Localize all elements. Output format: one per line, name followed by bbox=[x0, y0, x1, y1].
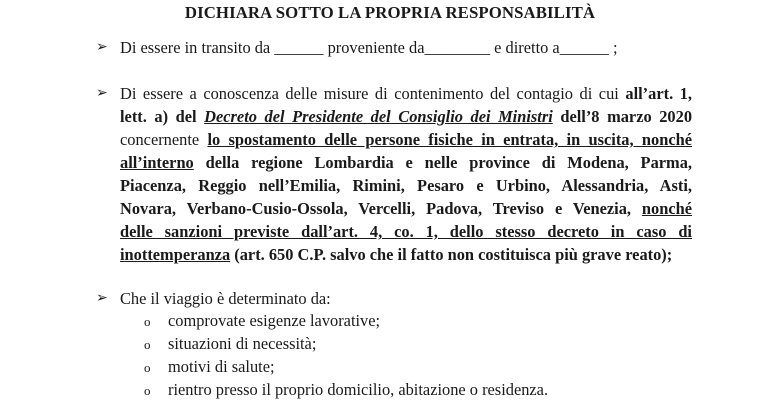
text-run-bold-underlined: lo spostamento delle persone fisiche in entrata, in uscita, nonché bbox=[207, 130, 692, 149]
awareness-line-5: Piacenza, Reggio nell’Emilia, Rimini, Pesaro e Urbino, Alessandria, Asti, bbox=[120, 176, 692, 195]
circle-bullet-icon: o bbox=[144, 360, 151, 375]
awareness-line-1 bbox=[120, 84, 692, 104]
reason-item: comprovate esigenze lavorative; bbox=[168, 311, 381, 330]
text-run-bold-underlined: nonché bbox=[641, 199, 692, 218]
text-run-bold: dell’8 marzo 2020 bbox=[552, 107, 693, 126]
text-run: Di essere a conoscenza delle misure di contenimento del contagio di cui bbox=[120, 84, 626, 103]
awareness-line-7: delle sanzioni previste dall’art. 4, co. 1, dello stesso decreto in caso di bbox=[120, 222, 692, 241]
text-run-bold: lett. a) del bbox=[120, 107, 205, 126]
arrow-bullet-icon: ➢ bbox=[96, 40, 108, 55]
text-run-bold: all’art. 1, bbox=[625, 84, 692, 103]
awareness-line-2 bbox=[120, 107, 692, 127]
transit-statement: Di essere in transito da ______ proveniente da________ e diretto a______ ; bbox=[120, 38, 618, 57]
page-title: DICHIARA SOTTO LA PROPRIA RESPONSABILITÀ bbox=[184, 3, 596, 22]
circle-bullet-icon: o bbox=[144, 337, 151, 352]
circle-bullet-icon: o bbox=[144, 314, 151, 329]
text-run-bold: (art. 650 C.P. salvo che il fatto non costituisca più grave reato); bbox=[230, 245, 673, 264]
text-run-bold: della regione Lombardia e nelle province di Modena, Parma, bbox=[193, 153, 692, 172]
arrow-bullet-icon: ➢ bbox=[96, 86, 108, 101]
reason-item: motivi di salute; bbox=[168, 357, 275, 376]
awareness-line-8 bbox=[120, 245, 672, 265]
circle-bullet-icon: o bbox=[144, 383, 151, 398]
travel-reason-intro: Che il viaggio è determinato da: bbox=[120, 289, 331, 308]
text-run-bold: Novara, Verbano-Cusio-Ossola, Vercelli, Padova, Treviso e Venezia, bbox=[120, 199, 642, 218]
awareness-line-3 bbox=[120, 130, 692, 150]
arrow-bullet-icon: ➢ bbox=[96, 291, 108, 306]
decree-title: Decreto del Presidente del Consiglio dei Ministri bbox=[204, 107, 553, 126]
awareness-line-4 bbox=[120, 153, 692, 173]
reason-item: situazioni di necessità; bbox=[168, 334, 317, 353]
text-run-bold-underlined: all’interno bbox=[120, 153, 194, 172]
text-run-bold-underlined: inottemperanza bbox=[120, 245, 231, 264]
awareness-line-6 bbox=[120, 199, 692, 219]
text-run: concernente bbox=[120, 130, 208, 149]
reason-item: rientro presso il proprio domicilio, abitazione o residenza. bbox=[168, 380, 549, 399]
